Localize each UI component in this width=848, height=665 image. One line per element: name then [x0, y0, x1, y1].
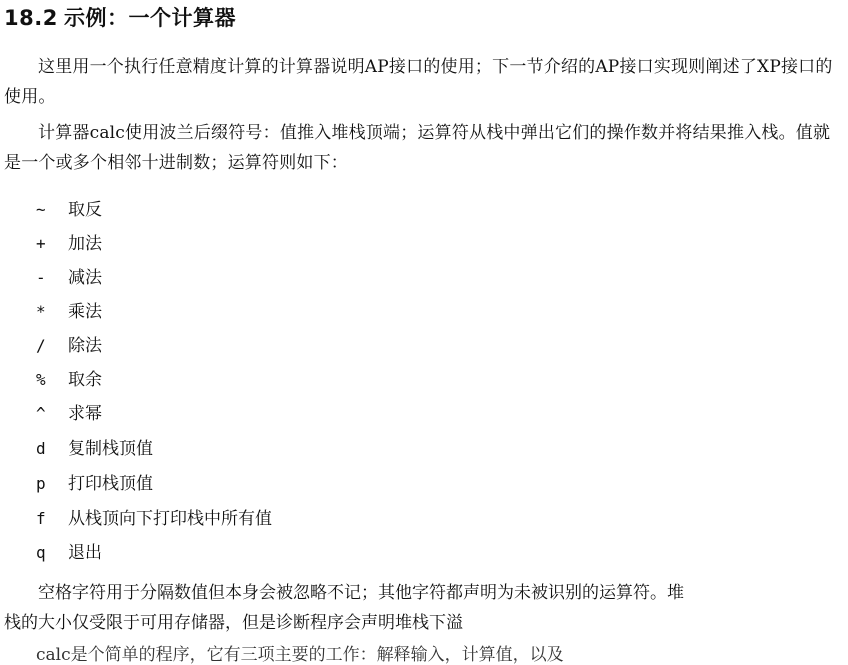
- calc-description-paragraph: 计算器calc使用波兰后缀符号：值推入堆栈顶端；运算符从栈中弹出它们的操作数并将结果推入栈。值就是一个或多个相邻十进制数；运算符则如下：: [4, 123, 831, 173]
- operator-item-remainder: [36, 365, 102, 395]
- operator-item-quit: [36, 538, 102, 568]
- operator-item-power: [36, 399, 102, 429]
- operator-desc: 除法: [68, 336, 102, 356]
- operator-desc: 乘法: [68, 302, 102, 322]
- operator-symbol: -: [36, 268, 46, 287]
- operator-desc: 退出: [68, 543, 102, 563]
- operator-item-print-all: [36, 504, 272, 534]
- operator-symbol: f: [36, 509, 46, 528]
- closing-paragraph-line-2: 栈的大小仅受限于可用存储器，但是诊断程序会声明堆栈下溢: [4, 613, 463, 633]
- operator-desc: 取余: [68, 370, 102, 390]
- section-title: 示例：一个计算器: [64, 6, 236, 30]
- operator-item-duplicate: [36, 434, 153, 464]
- operator-symbol: *: [36, 302, 46, 321]
- operator-item-divide: [36, 331, 102, 361]
- operator-symbol: ^: [36, 404, 46, 423]
- operator-symbol: +: [36, 234, 46, 253]
- operator-item-multiply: [36, 297, 102, 327]
- operator-item-add: [36, 229, 102, 259]
- operator-symbol: ~: [36, 200, 46, 219]
- operator-desc: 减法: [68, 268, 102, 288]
- operator-desc: 打印栈顶值: [68, 474, 153, 494]
- operator-symbol: %: [36, 370, 46, 389]
- section-heading: [4, 2, 236, 32]
- operator-desc: 加法: [68, 234, 102, 254]
- operator-symbol: d: [36, 439, 46, 458]
- operator-symbol: p: [36, 474, 46, 493]
- operator-item-negate: [36, 195, 102, 225]
- operator-item-print: [36, 469, 153, 499]
- section-number: 18.2: [4, 6, 58, 30]
- cut-off-line: calc是个简单的程序，它有三项主要的工作：解释输入，计算值，以及: [36, 645, 564, 665]
- operator-symbol: /: [36, 336, 46, 355]
- intro-paragraph: 这里用一个执行任意精度计算的计算器说明AP接口的使用；下一节介绍的AP接口实现则阐述了XP接口的使用。: [4, 57, 833, 107]
- operator-desc: 复制栈顶值: [68, 439, 153, 459]
- operator-desc: 求幂: [68, 404, 102, 424]
- operator-desc: 从栈顶向下打印栈中所有值: [68, 509, 272, 529]
- operator-item-subtract: [36, 263, 102, 293]
- operator-symbol: q: [36, 543, 46, 562]
- operator-desc: 取反: [68, 200, 102, 220]
- closing-paragraph-line-1: 空格字符用于分隔数值但本身会被忽略不记；其他字符都声明为未被识别的运算符。堆: [38, 583, 684, 603]
